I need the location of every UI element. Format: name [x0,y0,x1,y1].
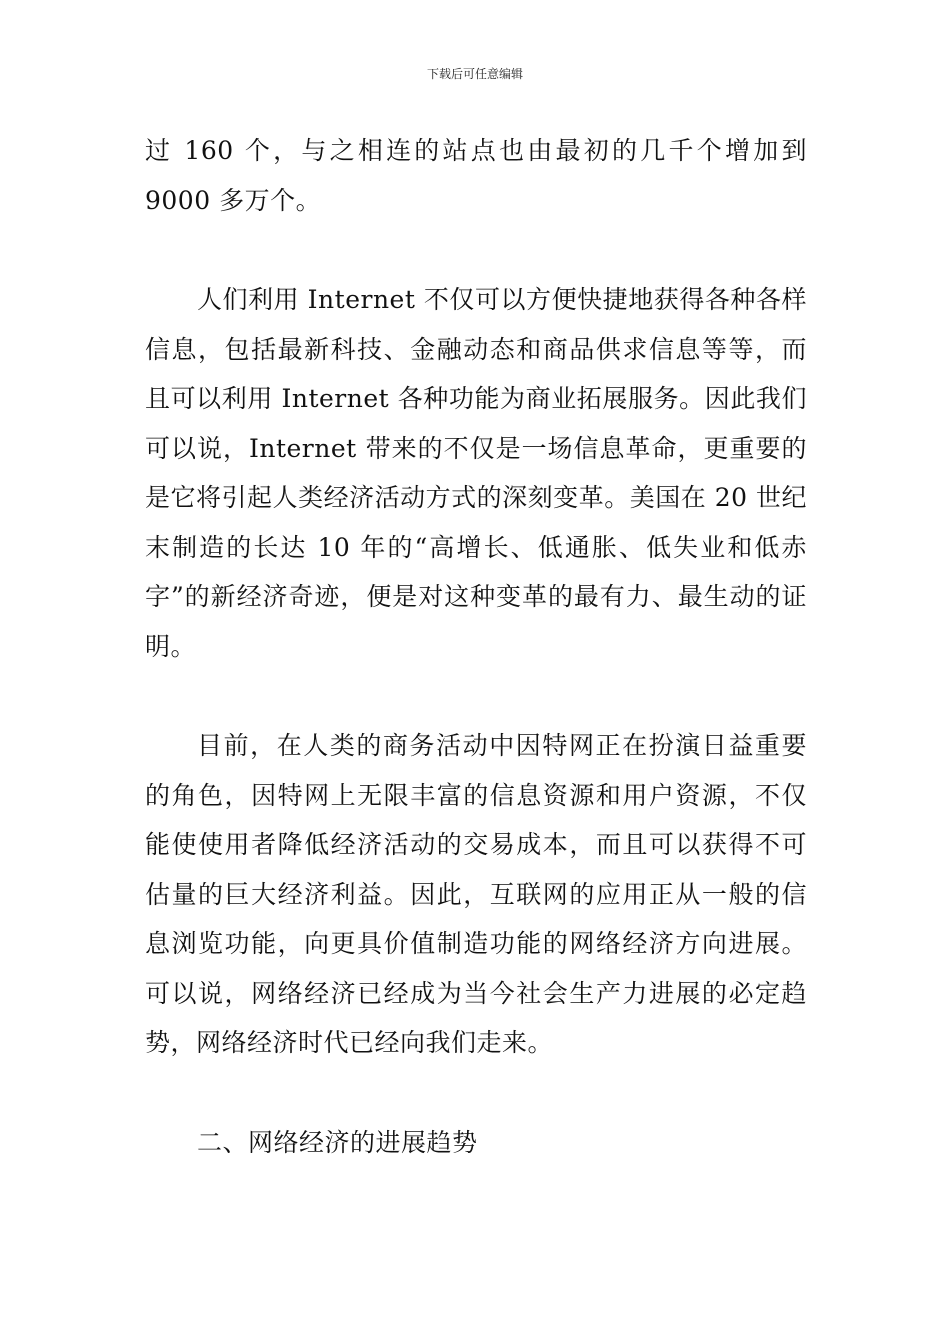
paragraph-spacer [145,1068,807,1118]
paragraph-internet-impact: 人们利用 Internet 不仅可以方便快捷地获得各种各样信息，包括最新科技、金融动态和商品供求信息等等，而且可以利用 Internet 各种功能为商业拓展服务。因此我们可以说，Internet 带来的不仅是一场信息革命，更重要的是它将引起人类经济活动方式的深刻变革。美国在 20 世纪末制造的长达 10 年的“高增长、低通胀、低失业和低赤字”的新经济奇迹，便是对这种变革的最有力、最生动的证明。 [145,285,807,661]
page-header: 下载后可任意编辑 [426,67,523,81]
paragraph-continuation: 过 160 个，与之相连的站点也由最初的几千个增加到 9000 多万个。 [145,136,807,215]
document-body [145,126,807,1167]
paragraph-current-role: 目前，在人类的商务活动中因特网正在扮演日益重要的角色，因特网上无限丰富的信息资源和用户资源，不仅能使使用者降低经济活动的交易成本，而且可以获得不可估量的巨大经济利益。因此，互联网的应用正从一般的信息浏览功能，向更具价值制造功能的网络经济方向进展。可以说，网络经济已经成为当今社会生产力进展的必定趋势，网络经济时代已经向我们走来。 [145,731,807,1057]
section-heading: 二、网络经济的进展趋势 [197,1127,478,1157]
paragraph-spacer [145,671,807,721]
paragraph-spacer [145,225,807,275]
